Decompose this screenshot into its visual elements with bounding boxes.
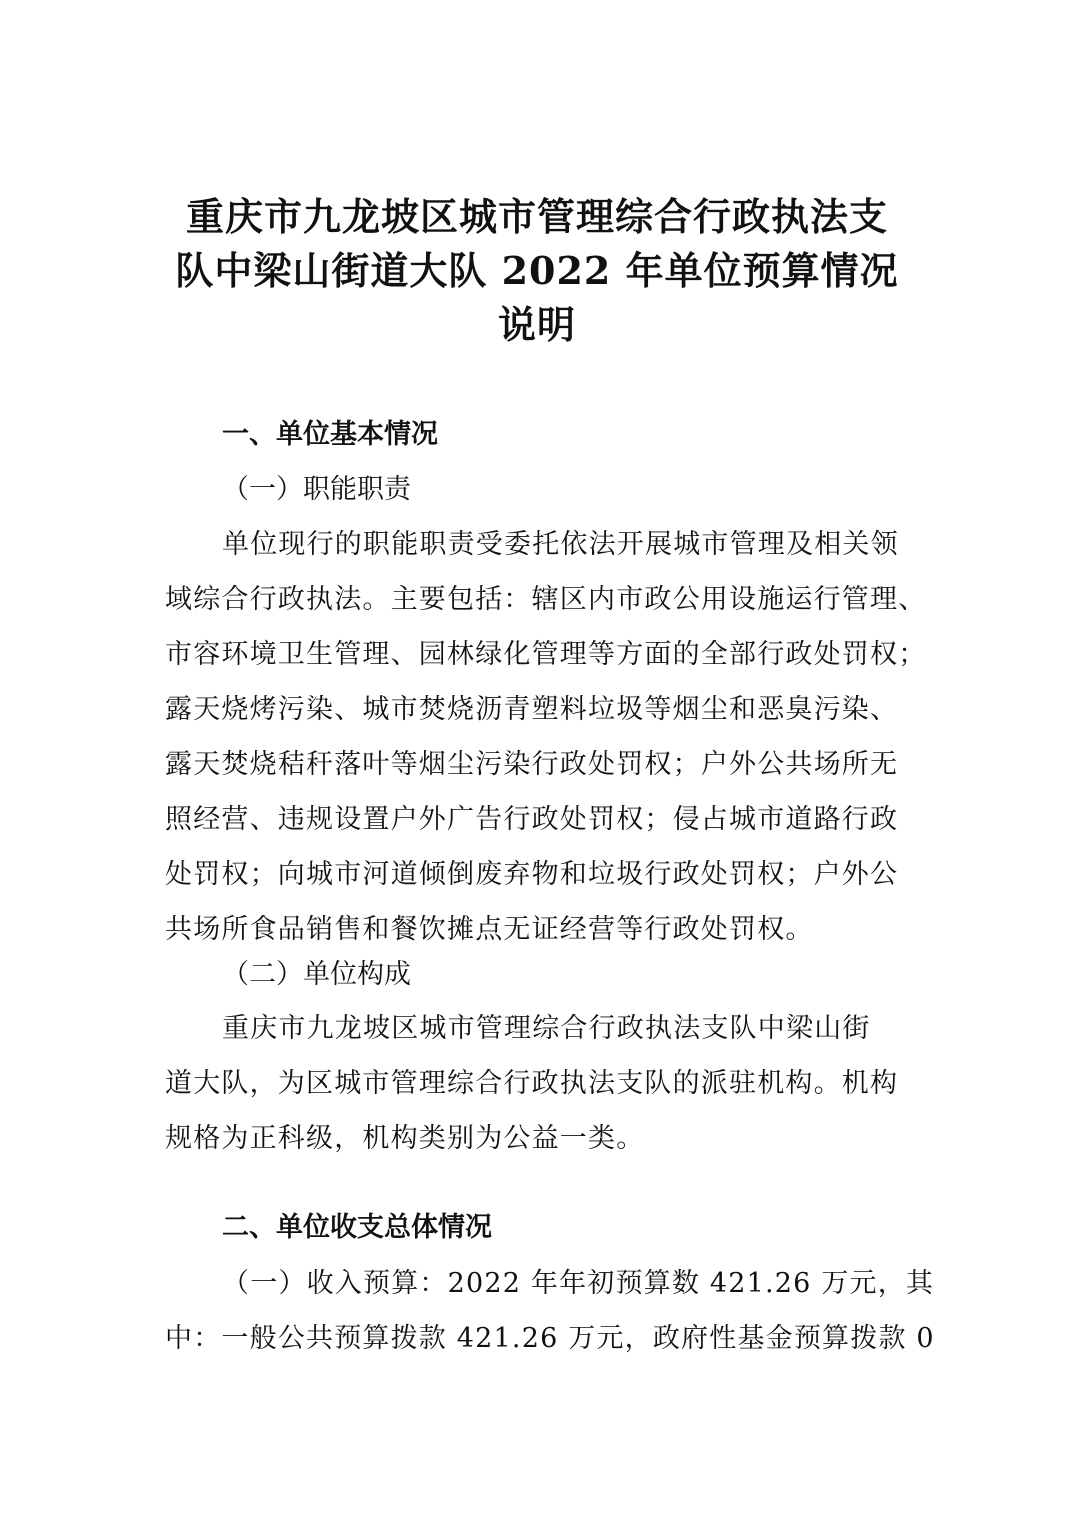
paragraph-line: 共场所食品销售和餐饮摊点无证经营等行政处罚权。: [165, 914, 814, 945]
section2-paragraph: [165, 1256, 935, 1366]
title-line: 队中梁山街道大队 2022 年单位预算情况: [175, 248, 899, 293]
paragraph-line: 市容环境卫生管理、园林绿化管理等方面的全部行政处罚权；: [165, 639, 927, 670]
section1-sub1-heading: （一）职能职责: [222, 474, 411, 505]
paragraph-line: 露天焚烧秸秆落叶等烟尘污染行政处罚权；户外公共场所无: [165, 749, 899, 780]
title-line: 重庆市九龙坡区城市管理综合行政执法支: [185, 194, 888, 239]
paragraph-line: 照经营、违规设置户外广告行政处罚权；侵占城市道路行政: [165, 804, 899, 835]
paragraph-line: 规格为正科级，机构类别为公益一类。: [165, 1123, 645, 1154]
paragraph-line: 处罚权；向城市河道倾倒废弃物和垃圾行政处罚权；户外公: [165, 859, 899, 890]
section1-sub2-heading: （二）单位构成: [222, 959, 411, 990]
section1-heading: 一、单位基本情况: [222, 419, 438, 450]
section1-sub1-paragraph: [165, 517, 927, 957]
document-title: [160, 190, 914, 352]
paragraph-line: 重庆市九龙坡区城市管理综合行政执法支队中梁山街: [222, 1013, 871, 1044]
paragraph-line: 道大队，为区城市管理综合行政执法支队的派驻机构。机构: [165, 1068, 899, 1099]
paragraph-line: 域综合行政执法。主要包括：辖区内市政公用设施运行管理、: [165, 584, 927, 615]
paragraph-line: 单位现行的职能职责受委托依法开展城市管理及相关领: [222, 529, 899, 560]
title-line: 说明: [497, 302, 576, 347]
section2-heading: 二、单位收支总体情况: [222, 1212, 492, 1243]
paragraph-line: （一）收入预算：2022 年年初预算数 421.26 万元，其: [222, 1268, 935, 1299]
paragraph-line: 中：一般公共预算拨款 421.26 万元，政府性基金预算拨款 0: [165, 1323, 935, 1354]
section1-sub2-paragraph: [165, 1001, 915, 1166]
paragraph-line: 露天烧烤污染、城市焚烧沥青塑料垃圾等烟尘和恶臭污染、: [165, 694, 899, 725]
